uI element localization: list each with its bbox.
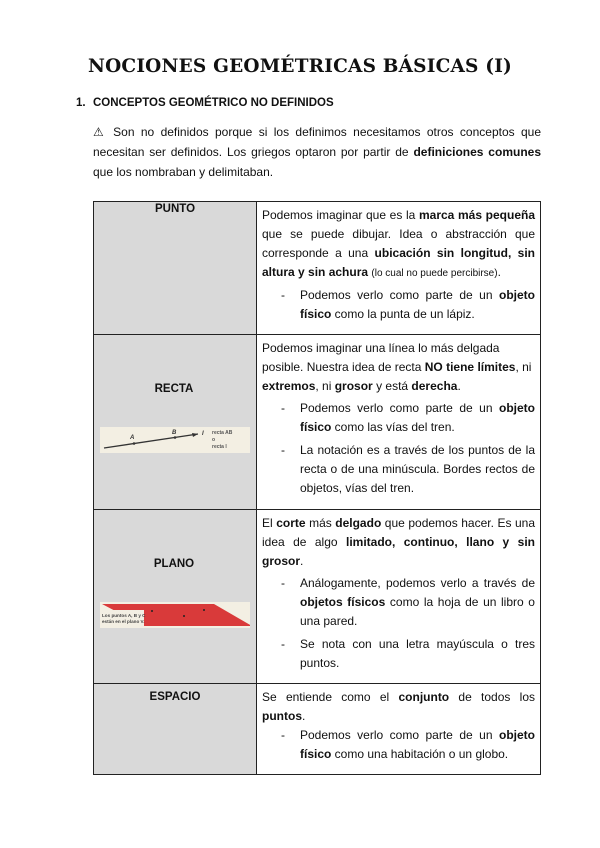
point-b-label: B bbox=[172, 430, 177, 436]
text: más bbox=[305, 516, 336, 530]
description-paragraph bbox=[262, 688, 535, 726]
text: La notación es a través de los puntos de la recta o de una minúscula. Bordes rectos de objetos, vías del tren. bbox=[300, 443, 535, 495]
description-cell bbox=[257, 684, 541, 775]
small-text: (lo cual no puede percibirse) bbox=[371, 268, 498, 279]
plane-caption: están en el plano V. bbox=[102, 619, 145, 624]
point-a bbox=[133, 442, 136, 445]
text: y está bbox=[372, 379, 412, 393]
text: Se entiende como el bbox=[262, 690, 399, 704]
list-item bbox=[300, 726, 535, 764]
text: que se puede dibujar. Idea o abstracción que corresponde a una bbox=[262, 227, 535, 260]
list-item bbox=[300, 441, 535, 498]
text: . bbox=[497, 265, 501, 279]
list-item bbox=[300, 574, 535, 631]
text: que podemos hacer. Es una idea de algo bbox=[262, 516, 535, 549]
text: , ni bbox=[315, 379, 335, 393]
bold-text: limitado, continuo, llano y sin grosor bbox=[262, 535, 535, 568]
line-illustration bbox=[100, 427, 250, 453]
bullet-list bbox=[262, 726, 535, 764]
term-cell bbox=[94, 510, 257, 684]
bold-text: delgado bbox=[335, 516, 382, 530]
bold-text: extremos bbox=[262, 379, 316, 393]
point-a-label: A bbox=[130, 435, 135, 441]
text: . bbox=[300, 554, 304, 568]
description-paragraph bbox=[262, 339, 535, 396]
line-caption: recta l bbox=[212, 444, 227, 450]
text: como la punta de un lápiz. bbox=[331, 307, 475, 321]
section-title: CONCEPTOS GEOMÉTRICO NO DEFINIDOS bbox=[93, 97, 334, 109]
text: Podemos verlo como parte de un bbox=[300, 401, 499, 415]
section-number: 1. bbox=[76, 97, 86, 109]
list-item bbox=[300, 635, 535, 673]
term-label: PUNTO bbox=[154, 203, 196, 215]
term-label: PLANO bbox=[153, 558, 195, 570]
bold-text: marca más pequeña bbox=[418, 208, 535, 222]
line-shape bbox=[104, 434, 198, 448]
plane-illustration bbox=[100, 602, 250, 628]
description-cell bbox=[257, 202, 541, 335]
plane-caption: Los puntos A, B y C bbox=[102, 613, 146, 618]
text: , ni bbox=[515, 360, 532, 374]
description-paragraph bbox=[262, 206, 535, 283]
table-row bbox=[94, 510, 541, 684]
plane-point bbox=[203, 609, 205, 611]
text: Podemos imaginar que es la bbox=[262, 208, 419, 222]
warning-icon: ⚠ bbox=[93, 125, 107, 139]
concepts-table bbox=[93, 201, 541, 775]
text: como la hoja de un libro o una pared. bbox=[300, 595, 535, 628]
bold-text: objeto físico bbox=[300, 401, 535, 434]
bold-text: objeto físico bbox=[300, 728, 535, 761]
section-heading bbox=[76, 97, 334, 109]
plane-point bbox=[151, 610, 153, 612]
text: Análogamente, podemos verlo a través de bbox=[300, 576, 535, 590]
bold-text: puntos bbox=[262, 709, 302, 723]
table-row bbox=[94, 202, 541, 335]
text: . bbox=[457, 379, 461, 393]
point-b bbox=[174, 436, 177, 439]
bullet-list bbox=[262, 574, 535, 673]
text: Podemos verlo como parte de un bbox=[300, 728, 499, 742]
plane-point bbox=[183, 615, 185, 617]
term-label: RECTA bbox=[154, 383, 194, 395]
text: . bbox=[302, 709, 306, 723]
description-cell bbox=[257, 335, 541, 510]
intro-bold: definiciones comunes bbox=[413, 145, 541, 159]
table-row bbox=[94, 684, 541, 775]
bullet-list bbox=[262, 399, 535, 498]
table-row bbox=[94, 335, 541, 510]
bullet-list bbox=[262, 286, 535, 324]
list-item bbox=[300, 286, 535, 324]
bold-text: grosor bbox=[334, 379, 373, 393]
intro-paragraph bbox=[93, 122, 541, 182]
bold-text: objeto físico bbox=[300, 288, 535, 321]
intro-text: Son no definidos porque si los definimos necesitamos otros conceptos que necesitan ser definidos. Los griegos optaron por partir de bbox=[93, 125, 542, 159]
term-cell bbox=[94, 684, 257, 775]
term-cell bbox=[94, 335, 257, 510]
text: de todos los bbox=[449, 690, 535, 704]
description-cell bbox=[257, 510, 541, 684]
bold-text: ubicación sin longitud, sin altura y sin achura bbox=[262, 246, 535, 279]
bold-text: conjunto bbox=[398, 690, 450, 704]
text: como una habitación o un globo. bbox=[331, 747, 509, 761]
text: Se nota con una letra mayúscula o tres puntos. bbox=[300, 637, 535, 670]
text: Podemos verlo como parte de un bbox=[300, 288, 499, 302]
bold-text: objetos físicos bbox=[300, 595, 386, 609]
bold-text: NO tiene límites bbox=[424, 360, 516, 374]
line-end-label: l bbox=[202, 431, 204, 437]
list-item bbox=[300, 399, 535, 437]
bold-text: corte bbox=[276, 516, 306, 530]
page-title: NOCIONES GEOMÉTRICAS BÁSICAS (I) bbox=[87, 56, 513, 77]
line-caption: o bbox=[212, 437, 216, 443]
text: El bbox=[262, 516, 277, 530]
intro-text-end: que los nombraban y delimitaban. bbox=[93, 165, 274, 179]
term-label: ESPACIO bbox=[149, 691, 201, 703]
text: Podemos imaginar una línea lo más delgada posible. Nuestra idea de recta bbox=[262, 341, 500, 374]
line-caption: recta AB bbox=[212, 430, 233, 436]
description-paragraph bbox=[262, 514, 535, 571]
bold-text: derecha bbox=[411, 379, 458, 393]
text: como las vías del tren. bbox=[331, 420, 455, 434]
term-cell bbox=[94, 202, 257, 335]
